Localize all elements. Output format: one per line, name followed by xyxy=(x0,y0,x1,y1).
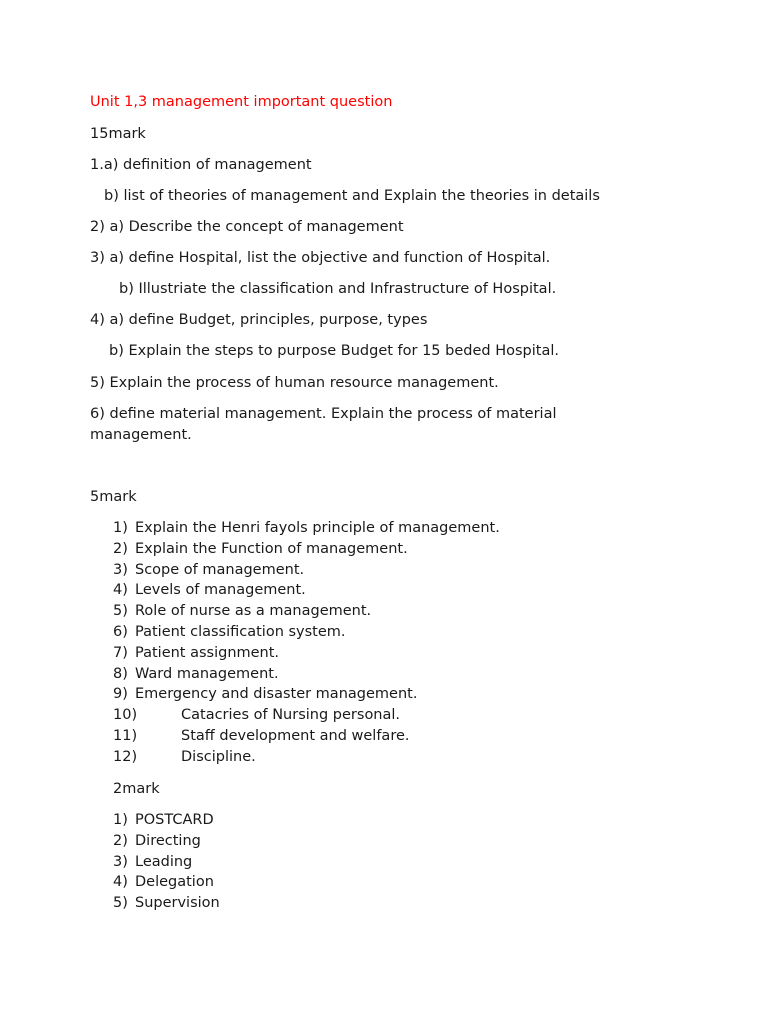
list-item-text: Levels of management. xyxy=(135,582,306,599)
list-item-number: 1) xyxy=(113,520,128,536)
five-mark-item xyxy=(113,726,613,746)
question-2a: 2) a) Describe the concept of management xyxy=(90,219,404,235)
list-item-text: Directing xyxy=(135,832,201,849)
two-mark-item xyxy=(113,810,613,830)
five-mark-item xyxy=(113,622,613,642)
list-item-text: POSTCARD xyxy=(135,812,214,828)
list-item-text: Ward management. xyxy=(135,665,279,682)
list-item-text: Emergency and disaster management. xyxy=(135,686,418,703)
two-mark-item xyxy=(113,831,613,851)
list-item-number: 3) xyxy=(113,853,128,870)
two-mark-item xyxy=(113,872,613,892)
two-mark-item xyxy=(113,893,613,913)
list-item-number: 5) xyxy=(113,603,128,620)
list-item-text: Patient classification system. xyxy=(135,624,346,640)
list-item-number: 2) xyxy=(113,832,128,849)
question-1b: b) list of theories of management and Explain the theories in details xyxy=(104,188,600,204)
list-item-number: 10) xyxy=(113,707,138,724)
five-mark-item xyxy=(113,684,613,704)
question-4a: 4) a) define Budget, principles, purpose, types xyxy=(90,312,428,328)
five-mark-item xyxy=(113,539,613,559)
list-item-text: Scope of management. xyxy=(135,561,305,578)
five-mark-item xyxy=(113,518,613,538)
list-item-text: Explain the Function of management. xyxy=(135,540,408,557)
five-mark-item xyxy=(113,601,613,621)
list-item-text: Staff development and welfare. xyxy=(181,728,410,744)
five-mark-item xyxy=(113,664,613,684)
document-title: Unit 1,3 management important question xyxy=(90,94,393,110)
question-4b: b) Explain the steps to purpose Budget for 15 beded Hospital. xyxy=(109,343,559,359)
list-item-number: 6) xyxy=(113,624,128,640)
two-mark-item xyxy=(113,852,613,872)
list-item-text: Leading xyxy=(135,853,193,870)
question-5: 5) Explain the process of human resource management. xyxy=(90,375,499,391)
five-mark-item xyxy=(113,560,613,580)
list-item-number: 11) xyxy=(113,728,138,744)
list-item-number: 4) xyxy=(113,874,128,891)
list-item-number: 3) xyxy=(113,561,128,578)
list-item-text: Discipline. xyxy=(181,748,256,765)
list-item-number: 8) xyxy=(113,665,128,682)
five-mark-item xyxy=(113,580,613,600)
list-item-number: 4) xyxy=(113,582,128,599)
question-6: 6) define material management. Explain the process of material management. xyxy=(90,406,557,443)
list-item-text: Patient assignment. xyxy=(135,644,280,661)
list-item-number: 9) xyxy=(113,686,128,703)
question-1a: 1.a) definition of management xyxy=(90,157,312,173)
section-heading-5mark: 5mark xyxy=(90,489,137,505)
list-item-text: Delegation xyxy=(135,874,214,891)
list-item-text: Catacries of Nursing personal. xyxy=(181,707,401,724)
list-item-text: Explain the Henri fayols principle of management. xyxy=(135,520,500,536)
list-item-number: 2) xyxy=(113,540,128,557)
list-item-number: 12) xyxy=(113,748,138,765)
list-item-text: Role of nurse as a management. xyxy=(135,603,372,620)
list-item-number: 7) xyxy=(113,644,128,661)
five-mark-item xyxy=(113,705,613,725)
list-item-text: Supervision xyxy=(135,895,220,912)
section-heading-15mark: 15mark xyxy=(90,126,146,142)
five-mark-item xyxy=(113,747,613,767)
list-item-number: 1) xyxy=(113,812,128,828)
question-3a: 3) a) define Hospital, list the objective and function of Hospital. xyxy=(90,250,551,266)
list-item-number: 5) xyxy=(113,895,128,912)
question-3b: b) Illustriate the classification and Infrastructure of Hospital. xyxy=(119,281,557,297)
five-mark-item xyxy=(113,643,613,663)
section-heading-2mark: 2mark xyxy=(113,781,160,797)
